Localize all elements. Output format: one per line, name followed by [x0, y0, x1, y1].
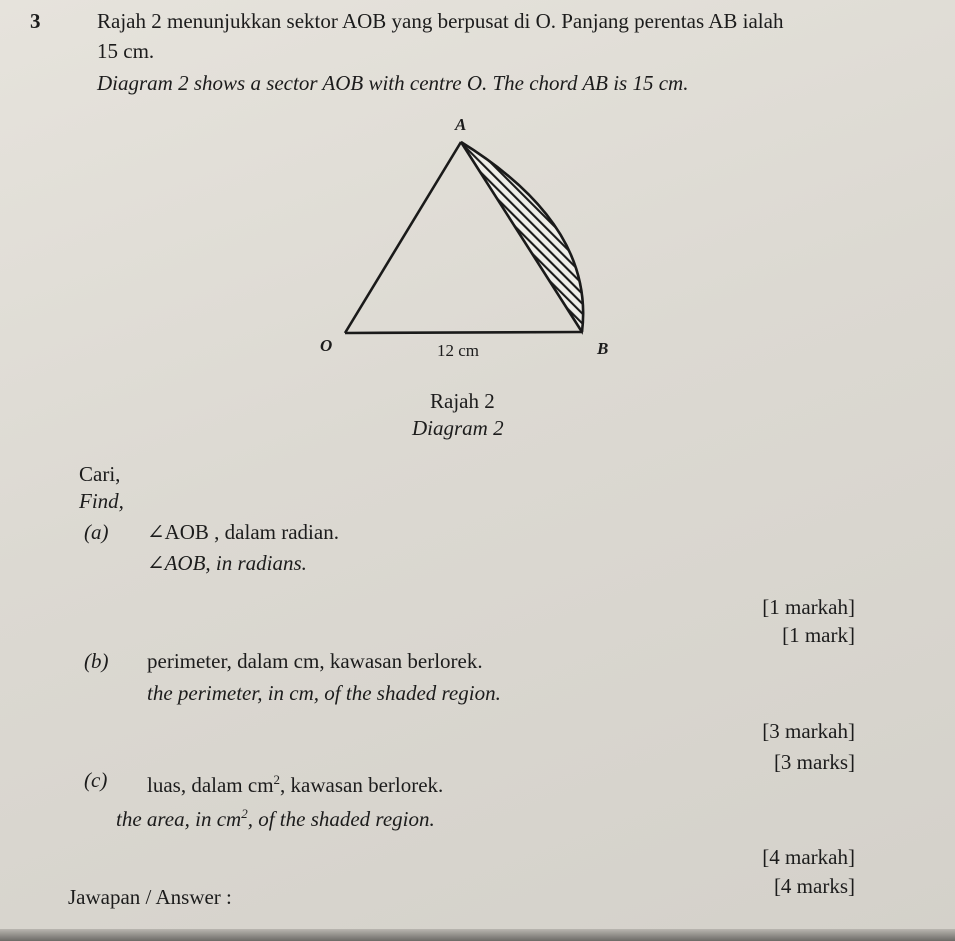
part-c-marks-ms: [4 markah] — [762, 845, 855, 869]
find-ms: Cari, — [79, 462, 121, 486]
diagram-caption-en: Diagram 2 — [412, 416, 504, 440]
question-intro-ms-line1: Rajah 2 menunjukkan sektor AOB yang berpusat di O. Panjang perentas AB ialah — [97, 9, 784, 33]
part-c-ms: luas, dalam $cm^2$, kawasan berlorek. — [147, 772, 444, 797]
part-c-en: the area, in $cm^2$, of the shaded region. — [116, 806, 435, 831]
find-en: Find, — [79, 489, 124, 513]
part-a-ms: ∠AOB , dalam radian. — [147, 520, 339, 544]
chord-AB — [461, 142, 582, 332]
question-intro-en: Diagram 2 shows a sector AOB with centre O. The chord AB is 15 cm. — [97, 71, 689, 95]
radius-label: 12 cm — [437, 341, 480, 360]
answer-label: Jawapan / Answer : — [68, 885, 232, 909]
part-a-letter: (a) — [84, 520, 109, 544]
part-b-letter: (b) — [84, 649, 109, 673]
part-a-marks-ms: [1 markah] — [762, 595, 855, 619]
part-b-marks-ms: [3 markah] — [762, 719, 855, 743]
part-c-marks-en: [4 marks] — [773, 874, 855, 898]
part-b-marks-en: [3 marks] — [773, 750, 855, 774]
question-intro-ms-line2: 15 cm. — [97, 39, 155, 63]
part-b-en: the perimeter, in cm, of the shaded region. — [147, 681, 501, 705]
part-a-en: ∠AOB, in radians. — [147, 551, 307, 575]
part-b-ms: perimeter, dalam cm, kawasan berlorek. — [147, 649, 483, 673]
label-B: B — [597, 339, 609, 358]
radius-OB — [345, 332, 582, 333]
radius-OA — [345, 142, 461, 333]
label-O: O — [320, 336, 333, 355]
label-A: A — [455, 115, 467, 134]
page-bottom-edge — [0, 929, 955, 941]
part-c-letter: (c) — [84, 768, 108, 792]
diagram-caption-ms: Rajah 2 — [430, 389, 495, 413]
question-number: 3 — [30, 9, 41, 33]
part-a-marks-en: [1 mark] — [782, 623, 855, 647]
